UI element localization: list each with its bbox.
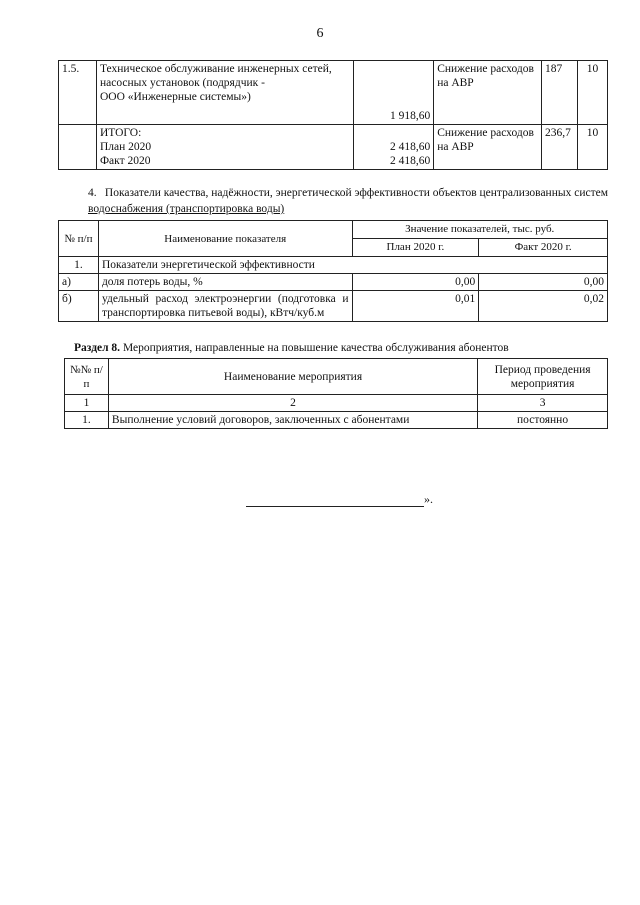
table-row bbox=[59, 291, 608, 322]
blank-line bbox=[246, 494, 424, 507]
amount-line: 2 418,60 bbox=[389, 141, 431, 153]
indicator-name: удельный расход электроэнергии (подготовка и транспортировка питьевой воды), кВтч/куб.м bbox=[98, 291, 352, 322]
measure-period: постоянно bbox=[478, 412, 608, 429]
row-number: а) bbox=[59, 274, 99, 291]
section-title: Показатели качества, надёжности, энергетической эффективности объектов централизованных систем bbox=[104, 187, 609, 199]
header-fact: Факт 2020 г. bbox=[479, 239, 608, 257]
measure-name-line: План 2020 bbox=[99, 141, 152, 153]
index-cell: 2 bbox=[108, 395, 477, 412]
table-header-row bbox=[59, 221, 608, 239]
header-period: Период проведения мероприятия bbox=[478, 359, 608, 395]
measures-table bbox=[58, 60, 608, 170]
row-number: б) bbox=[59, 291, 99, 322]
table-row bbox=[59, 125, 608, 170]
row-number: 1. bbox=[65, 412, 109, 429]
section-title-underlined: водоснабжения (транспортировка воды) bbox=[88, 203, 285, 215]
measure-name-line: ООО «Инженерные системы») bbox=[99, 91, 251, 103]
measure-name-line: ИТОГО: bbox=[99, 127, 142, 139]
index-cell: 1 bbox=[65, 395, 109, 412]
indicator-fact: 0,02 bbox=[479, 291, 608, 322]
section-label: Раздел 8. bbox=[74, 342, 121, 354]
table-row bbox=[59, 274, 608, 291]
measure-name-line: Техническое обслуживание инженерных сетей, bbox=[99, 63, 332, 75]
measure-value-2: 10 bbox=[578, 125, 608, 170]
measure-value-1: 236,7 bbox=[542, 125, 578, 170]
measure-name bbox=[96, 61, 353, 125]
measure-amount bbox=[354, 125, 434, 170]
section-4-heading bbox=[88, 185, 608, 217]
measure-value-2: 10 bbox=[578, 61, 608, 125]
measure-name: Выполнение условий договоров, заключенных с абонентами bbox=[108, 412, 477, 429]
amount-line: 2 418,60 bbox=[389, 155, 431, 167]
table-group-row bbox=[59, 257, 608, 274]
signature-line bbox=[246, 492, 433, 507]
header-num: №№ п/п bbox=[65, 359, 109, 395]
section-title: Мероприятия, направленные на повышение качества обслуживания абонентов bbox=[122, 342, 509, 354]
indicator-plan: 0,01 bbox=[352, 291, 479, 322]
section-number: 4. bbox=[88, 187, 97, 199]
amount-line: 1 918,60 bbox=[389, 110, 431, 122]
table-row bbox=[59, 61, 608, 125]
table-header-row bbox=[65, 359, 608, 395]
closing-quote: ». bbox=[424, 492, 433, 506]
indicator-plan: 0,00 bbox=[352, 274, 479, 291]
group-num: 1. bbox=[59, 257, 99, 274]
indicators-table bbox=[58, 220, 608, 322]
indicator-name: доля потерь воды, % bbox=[98, 274, 352, 291]
subscriber-measures-table bbox=[64, 358, 608, 429]
indicator-fact: 0,00 bbox=[479, 274, 608, 291]
measure-amount bbox=[354, 61, 434, 125]
measure-name bbox=[96, 125, 353, 170]
measure-value-1: 187 bbox=[542, 61, 578, 125]
row-number: 1.5. bbox=[59, 61, 97, 125]
row-number bbox=[59, 125, 97, 170]
header-name: Наименование мероприятия bbox=[108, 359, 477, 395]
section-8-heading bbox=[74, 342, 509, 354]
measure-effect: Снижение расходов на АВР bbox=[434, 125, 542, 170]
header-plan: План 2020 г. bbox=[352, 239, 479, 257]
index-cell: 3 bbox=[478, 395, 608, 412]
header-name: Наименование показателя bbox=[98, 221, 352, 257]
page-number: 6 bbox=[316, 26, 324, 41]
header-value-group: Значение показателей, тыс. руб. bbox=[352, 221, 608, 239]
table-row bbox=[65, 412, 608, 429]
measure-name-line: Факт 2020 bbox=[99, 155, 151, 167]
table-index-row bbox=[65, 395, 608, 412]
measure-effect: Снижение расходов на АВР bbox=[434, 61, 542, 125]
group-name: Показатели энергетической эффективности bbox=[98, 257, 607, 274]
measure-name-line: насосных установок (подрядчик - bbox=[99, 77, 265, 89]
header-num: № п/п bbox=[59, 221, 99, 257]
